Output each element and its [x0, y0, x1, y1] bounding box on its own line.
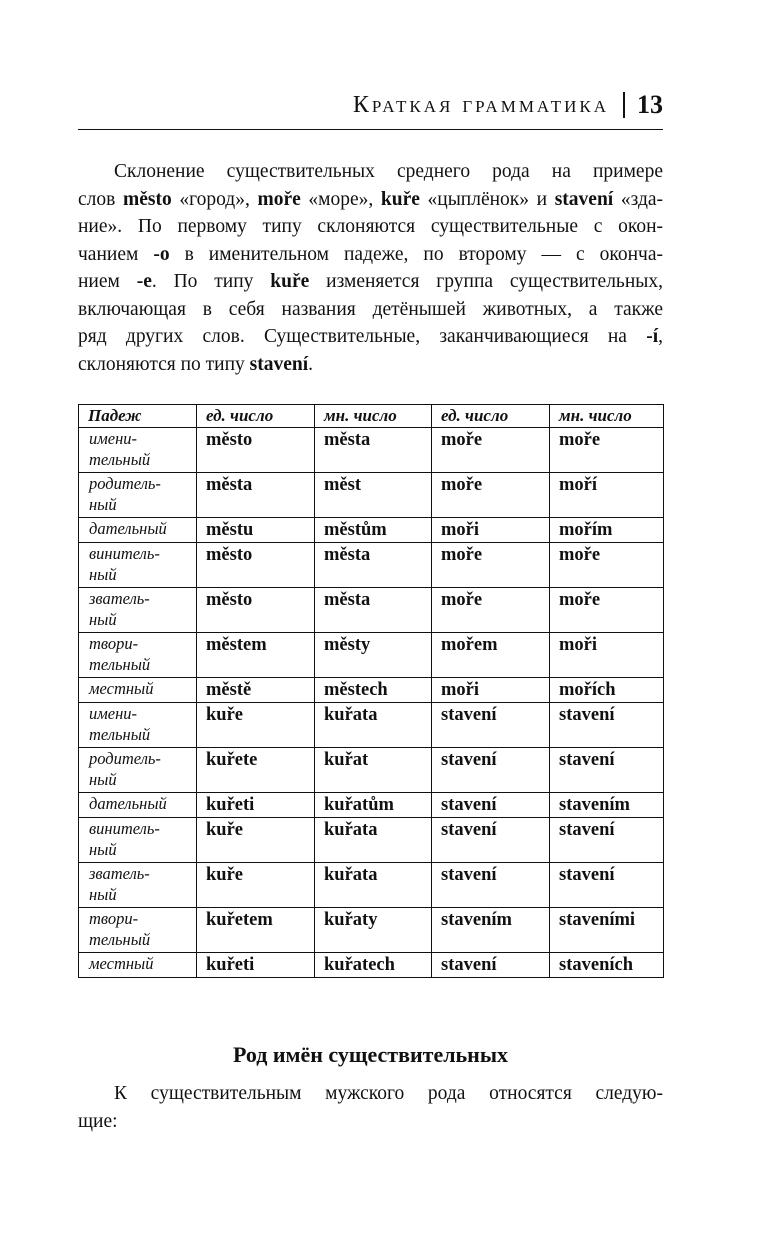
declension-table	[78, 404, 664, 978]
header-cell-singular: ед. число	[432, 405, 550, 428]
table-row	[79, 818, 664, 863]
word-form-cell: kuřatech	[315, 953, 432, 978]
czech-term: město	[122, 188, 172, 210]
case-name-part: твори-	[89, 909, 139, 928]
case-name-part: ный	[89, 495, 117, 514]
text-line	[78, 296, 663, 324]
text-line	[78, 241, 663, 269]
word-form-cell: stavením	[432, 908, 550, 953]
word-form-cell: moře	[432, 543, 550, 588]
word-form-cell: kuřat	[315, 748, 432, 793]
case-name-cell	[79, 518, 197, 543]
czech-term: stavení	[249, 353, 309, 375]
word-form-cell: městy	[315, 633, 432, 678]
text-segment: ,	[658, 326, 663, 347]
header-rule	[78, 129, 663, 130]
word-form-cell: moře	[432, 428, 550, 473]
text-line	[78, 213, 663, 241]
text-segment: склоняются по типу	[78, 353, 250, 375]
table-row	[79, 428, 664, 473]
czech-term: -o	[153, 243, 170, 265]
word-form-cell: městu	[197, 518, 315, 543]
case-name-cell	[79, 818, 197, 863]
running-header-content	[353, 90, 663, 120]
table-row	[79, 953, 664, 978]
word-form-cell: města	[197, 473, 315, 518]
text-line	[78, 158, 663, 186]
running-header	[78, 88, 663, 128]
case-name-part: тельный	[89, 930, 151, 949]
case-name-part: дательный	[89, 519, 167, 538]
case-name-part: зватель-	[89, 864, 150, 883]
word-form-cell: stavení	[432, 748, 550, 793]
text-line	[78, 268, 663, 296]
word-form-cell: městě	[197, 678, 315, 703]
table-row	[79, 543, 664, 588]
czech-term: -í	[646, 326, 659, 347]
word-form-cell: stavení	[432, 863, 550, 908]
header-cell-plural: мн. число	[315, 405, 432, 428]
word-form-cell: moří	[550, 473, 664, 518]
table-row	[79, 588, 664, 633]
word-form-cell: měst	[315, 473, 432, 518]
word-form-cell: kuře	[197, 703, 315, 748]
table-row	[79, 863, 664, 908]
word-form-cell: mořím	[550, 518, 664, 543]
table-row	[79, 518, 664, 543]
case-name-cell	[79, 908, 197, 953]
case-name-cell	[79, 678, 197, 703]
text-segment: включающая в себя названия детёнышей животных, а также	[78, 298, 663, 320]
case-name-part: ный	[89, 840, 117, 859]
text-segment: в именительном падеже, по второму — с оконча-	[169, 243, 664, 265]
text-segment: . По типу	[151, 271, 271, 292]
word-form-cell: moři	[432, 518, 550, 543]
text-segment: чанием	[78, 243, 154, 265]
case-name-part: имени-	[89, 704, 138, 723]
word-form-cell: kuřata	[315, 818, 432, 863]
word-form-cell: město	[197, 428, 315, 473]
text-segment: «цыплёнок» и	[419, 188, 555, 210]
case-name-part: тельный	[89, 450, 151, 469]
text-segment: «город»,	[171, 188, 258, 210]
word-form-cell: kuřetem	[197, 908, 315, 953]
case-name-cell	[79, 863, 197, 908]
word-form-cell: kuřeti	[197, 953, 315, 978]
text-segment: К существительным мужского рода относятся следую-	[114, 1083, 663, 1104]
word-form-cell: kuřeti	[197, 793, 315, 818]
word-form-cell: stavení	[432, 818, 550, 863]
word-form-cell: město	[197, 543, 315, 588]
word-form-cell: města	[315, 428, 432, 473]
text-segment: «зда-	[613, 188, 664, 210]
case-name-cell	[79, 633, 197, 678]
case-name-part: ный	[89, 610, 117, 629]
word-form-cell: moře	[432, 473, 550, 518]
header-cell-singular: ед. число	[197, 405, 315, 428]
table-row	[79, 748, 664, 793]
table-row	[79, 473, 664, 518]
word-form-cell: stavení	[550, 748, 664, 793]
case-name-cell	[79, 793, 197, 818]
table-row	[79, 703, 664, 748]
text-segment: «море»,	[300, 188, 381, 210]
outro-paragraph	[78, 1080, 663, 1135]
text-segment: слов	[78, 188, 123, 210]
word-form-cell: mořem	[432, 633, 550, 678]
case-name-part: ный	[89, 885, 117, 904]
case-name-cell	[79, 748, 197, 793]
word-form-cell: stavením	[550, 793, 664, 818]
word-form-cell: moři	[550, 633, 664, 678]
word-form-cell: moře	[432, 588, 550, 633]
page-number: 13	[637, 90, 663, 119]
text-line	[78, 323, 663, 351]
text-line	[78, 351, 663, 379]
czech-term: moře	[257, 188, 301, 210]
word-form-cell: stavení	[550, 863, 664, 908]
text-segment: щие:	[78, 1110, 118, 1132]
word-form-cell: kuřata	[315, 863, 432, 908]
section-heading: Род имён существительных	[232, 1042, 509, 1067]
case-name-cell	[79, 953, 197, 978]
case-name-part: ный	[89, 565, 117, 584]
word-form-cell: staveními	[550, 908, 664, 953]
word-form-cell: mořích	[550, 678, 664, 703]
word-form-cell: kuřata	[315, 703, 432, 748]
table-header-row	[79, 405, 664, 428]
case-name-part: твори-	[89, 634, 139, 653]
word-form-cell: kuřete	[197, 748, 315, 793]
czech-term: -e	[136, 271, 152, 292]
word-form-cell: moři	[432, 678, 550, 703]
header-cell-plural: мн. число	[550, 405, 664, 428]
word-form-cell: moře	[550, 543, 664, 588]
case-name-part: тельный	[89, 655, 151, 674]
word-form-cell: kuře	[197, 863, 315, 908]
czech-term: stavení	[554, 188, 614, 210]
header-cell-case: Падеж	[79, 405, 197, 428]
text-line	[78, 1108, 663, 1136]
case-name-cell	[79, 473, 197, 518]
case-name-part: родитель-	[89, 749, 161, 768]
text-line	[78, 1080, 663, 1108]
intro-paragraph	[78, 158, 663, 378]
table-row	[79, 678, 664, 703]
case-name-cell	[79, 703, 197, 748]
text-segment: нием	[78, 271, 137, 292]
table-row	[79, 908, 664, 953]
word-form-cell: stavení	[550, 703, 664, 748]
table-row	[79, 793, 664, 818]
case-name-part: винитель-	[89, 544, 160, 563]
running-header-title: Краткая грамматика	[352, 91, 609, 118]
text-line	[78, 186, 663, 214]
case-name-part: ный	[89, 770, 117, 789]
word-form-cell: moře	[550, 588, 664, 633]
word-form-cell: stavení	[432, 703, 550, 748]
word-form-cell: město	[197, 588, 315, 633]
text-segment: Склонение существительных среднего рода на примере	[114, 161, 663, 182]
case-name-cell	[79, 588, 197, 633]
case-name-part: зватель-	[89, 589, 150, 608]
text-segment: .	[308, 353, 314, 375]
case-name-part: тельный	[89, 725, 151, 744]
word-form-cell: stavení	[432, 953, 550, 978]
case-name-part: местный	[89, 679, 154, 698]
case-name-part: дательный	[89, 794, 167, 813]
case-name-part: винитель-	[89, 819, 160, 838]
header-separator	[623, 92, 625, 118]
word-form-cell: městům	[315, 518, 432, 543]
word-form-cell: kuřatům	[315, 793, 432, 818]
word-form-cell: kuřaty	[315, 908, 432, 953]
word-form-cell: stavení	[550, 818, 664, 863]
case-name-part: местный	[89, 954, 154, 973]
word-form-cell: města	[315, 543, 432, 588]
word-form-cell: stavení	[432, 793, 550, 818]
case-name-part: родитель-	[89, 474, 161, 493]
czech-term: kuře	[380, 188, 420, 210]
case-name-part: имени-	[89, 429, 138, 448]
word-form-cell: staveních	[550, 953, 664, 978]
word-form-cell: kuře	[197, 818, 315, 863]
case-name-cell	[79, 428, 197, 473]
word-form-cell: městech	[315, 678, 432, 703]
text-segment: ние». По первому типу склоняются существительные с окон-	[78, 216, 663, 237]
text-segment: ряд других слов. Существительные, заканчивающиеся на	[78, 326, 647, 347]
word-form-cell: města	[315, 588, 432, 633]
word-form-cell: městem	[197, 633, 315, 678]
text-segment: изменяется группа существительных,	[309, 271, 663, 292]
czech-term: kuře	[270, 271, 310, 292]
table-row	[79, 633, 664, 678]
word-form-cell: moře	[550, 428, 664, 473]
table-body	[79, 428, 664, 978]
case-name-cell	[79, 543, 197, 588]
